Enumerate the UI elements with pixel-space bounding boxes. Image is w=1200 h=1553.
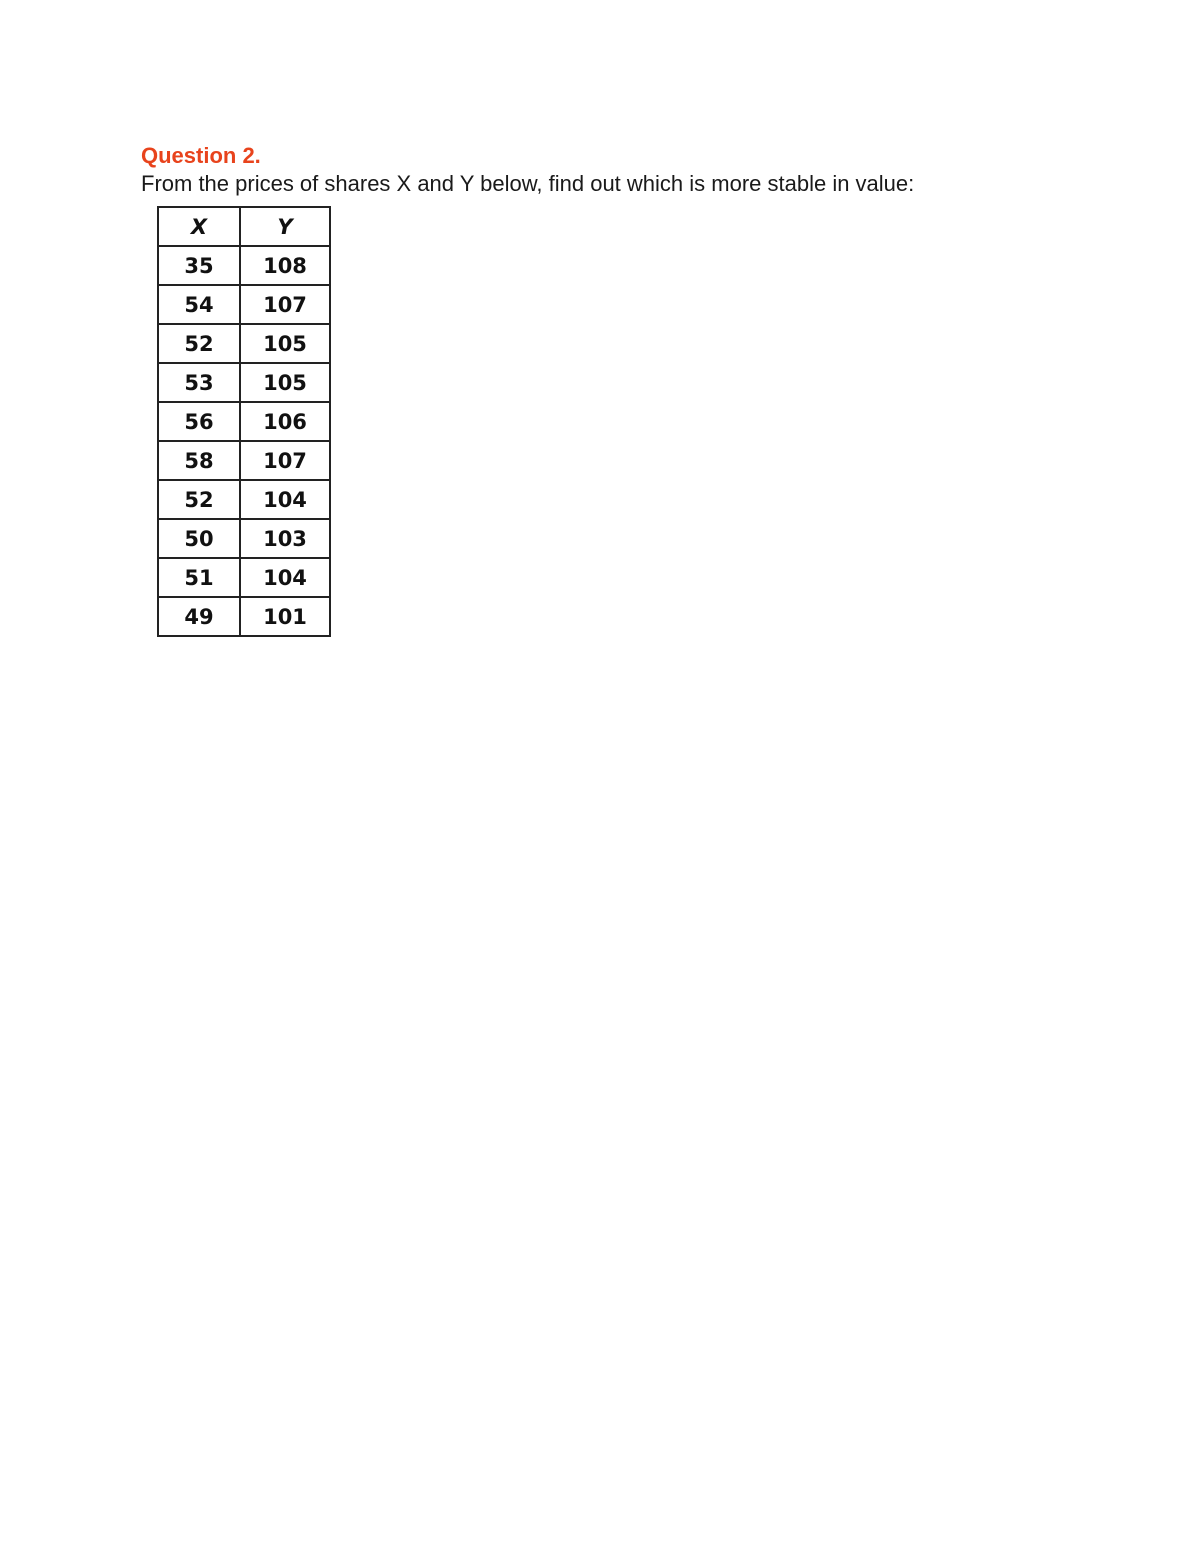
cell-y: 107	[240, 441, 330, 480]
table-header-row	[158, 207, 330, 246]
cell-y: 107	[240, 285, 330, 324]
cell-y: 101	[240, 597, 330, 636]
cell-x: 52	[158, 324, 240, 363]
cell-x: 49	[158, 597, 240, 636]
table-row	[158, 480, 330, 519]
table-row	[158, 363, 330, 402]
table-row	[158, 246, 330, 285]
column-header-y: Y	[240, 207, 330, 246]
table-row	[158, 519, 330, 558]
table-row	[158, 597, 330, 636]
cell-y: 104	[240, 480, 330, 519]
cell-x: 54	[158, 285, 240, 324]
cell-y: 105	[240, 363, 330, 402]
table-row	[158, 441, 330, 480]
cell-x: 58	[158, 441, 240, 480]
cell-x: 52	[158, 480, 240, 519]
cell-y: 104	[240, 558, 330, 597]
question-text: From the prices of shares X and Y below, find out which is more stable in value:	[141, 171, 915, 196]
cell-y: 105	[240, 324, 330, 363]
cell-x: 50	[158, 519, 240, 558]
column-header-x: X	[158, 207, 240, 246]
table-row	[158, 558, 330, 597]
question-heading: Question 2.	[141, 143, 261, 168]
cell-x: 51	[158, 558, 240, 597]
table-row	[158, 402, 330, 441]
cell-y: 106	[240, 402, 330, 441]
cell-x: 56	[158, 402, 240, 441]
cell-x: 53	[158, 363, 240, 402]
table-row	[158, 285, 330, 324]
cell-x: 35	[158, 246, 240, 285]
cell-y: 103	[240, 519, 330, 558]
share-price-table	[157, 206, 331, 637]
cell-y: 108	[240, 246, 330, 285]
table-row	[158, 324, 330, 363]
